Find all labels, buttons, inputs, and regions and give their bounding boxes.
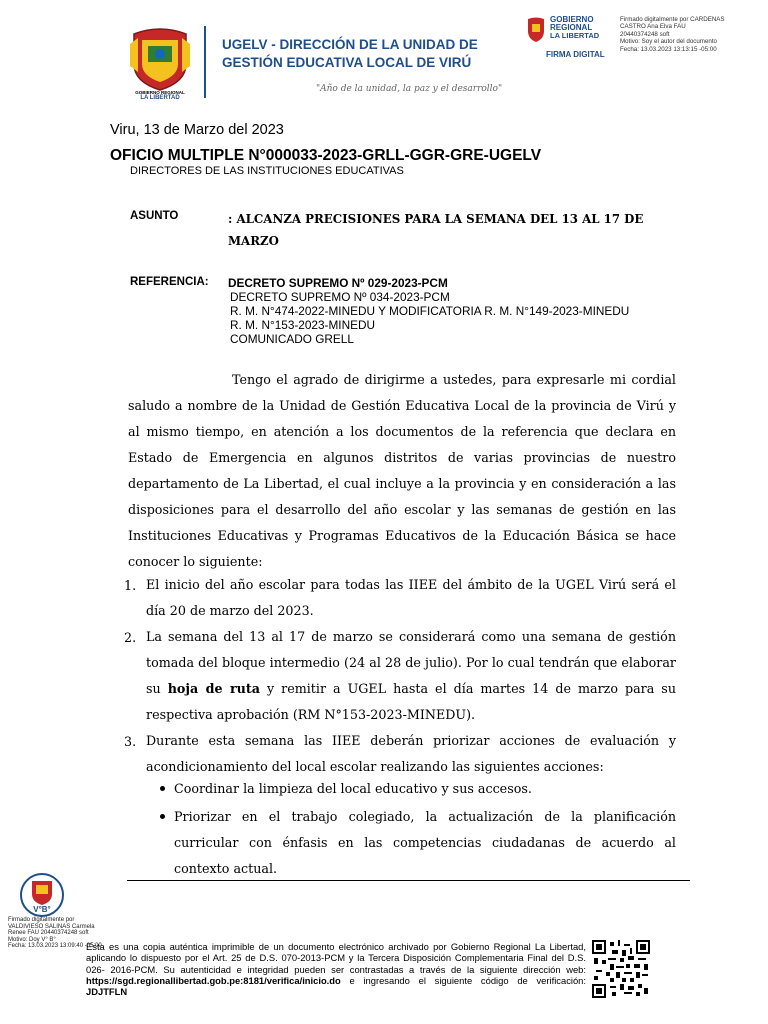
item-number: 2. — [124, 630, 137, 645]
recipients: DIRECTORES DE LAS INSTITUCIONES EDUCATIVAS — [130, 165, 404, 177]
item-text: El inicio del año escolar para todas las IIEE del ámbito de la UGEL Virú será el día 20 de marzo del 2023. — [146, 577, 676, 618]
item-number: 1. — [124, 578, 137, 593]
bullet-icon — [160, 786, 165, 791]
signature-line: CASTRO Ana Elva FAU — [620, 23, 686, 31]
item-text-part: La semana del 13 al 17 de marzo se considerará como una semana de gestión tomada del bloque intermedio (24 al 28 de julio). Por lo cual tendrán que elaborar su — [146, 629, 676, 696]
asunto-label: ASUNTO — [130, 210, 179, 222]
reference-item: DECRETO SUPREMO Nº 029-2023-PCM — [228, 276, 448, 290]
authenticity-notice — [86, 941, 586, 997]
intro-paragraph: Tengo el agrado de dirigirme a ustedes, para expresarle mi cordial saludo a nombre de la Unidad de Gestión Educativa Local de la provincia de Virú y al mismo tiempo, en atención a los documentos de la referencia que declara en Estado de Emergencia en algunos distritos de varias provincias de nuestro departamento de La Libertad, el cual incluye a la provincia y en consideración a las disposiciones para el desarrollo del año escolar y las semanas de gestión en las Instituciones Educativas y Programas Educativos de la Educación Básica se hace conocer lo siguiente: — [128, 372, 676, 569]
bullet-text: Priorizar en el trabajo colegiado, la actualización de la planificación curricular con énfasis en las competencias ciudadanas de acuerdo al contexto actual. — [174, 809, 676, 876]
digital-signature-badge — [524, 14, 614, 66]
verification-code: JDJTFLN — [86, 986, 128, 998]
item-number: 3. — [124, 734, 137, 749]
document-date: Viru, 13 de Marzo del 2023 — [110, 122, 284, 138]
referencia-label: REFERENCIA: — [130, 276, 209, 288]
signature-line: Motivo: Soy el autor del documento — [620, 38, 717, 46]
signer-line: Motivo: Doy V° B° — [8, 936, 56, 943]
year-motto: "Año de la unidad, la paz y el desarrollo" — [316, 84, 503, 94]
footer-divider — [127, 880, 690, 881]
reference-item: R. M. N°153-2023-MINEDU — [230, 318, 376, 332]
signer-line: VALDIVIESO SALINAS Carmela — [8, 923, 95, 930]
firma-brand-line-2: REGIONAL — [550, 23, 593, 32]
bullet-icon — [160, 814, 165, 819]
signature-line: Firmado digitalmente por CARDENAS — [620, 16, 725, 23]
signer-line: Fecha: 13.03.2023 13:09:40 -05:00 — [8, 943, 102, 950]
notice-text: Esta es una copia auténtica imprimible de un documento electrónico archivado por Gobierno Regional La Libertad, aplicando lo dispuesto por el Art. 25 de D.S. 070-2013-PCM y la Tercera Disposición Complementaria Final del D.S. 026- 2016-PCM. Su autenticidad e integridad pueden ser contrastadas a través de la siguiente dirección web: — [86, 941, 586, 975]
firma-digital-label: FIRMA DIGITAL — [546, 50, 605, 59]
reference-item: COMUNICADO GRELL — [230, 332, 354, 346]
bullet-text: Coordinar la limpieza del local educativo y sus accesos. — [174, 781, 532, 796]
vobo-label: V°B° — [33, 905, 51, 914]
asunto-text: : ALCANZA PRECISIONES PARA LA SEMANA DEL 13 AL 17 DE MARZO — [228, 212, 644, 248]
oficio-number: OFICIO MULTIPLE N°000033-2023-GRLL-GGR-GRE-UGELV — [110, 147, 542, 164]
signature-line: 20440374248 soft — [620, 30, 670, 38]
crest-caption-bottom: LA LIBERTAD — [140, 95, 180, 101]
signer-line: Firmado digitalmente por — [8, 917, 75, 923]
qr-code-icon — [592, 940, 650, 998]
item-text-part: y remitir a UGEL hasta el día martes 14 de marzo para su respectiva aprobación (RM N°153-2023-MINEDU). — [146, 681, 676, 722]
signer-line: Renee FAU 20440374248 soft — [8, 930, 89, 937]
notice-text: e ingresando el siguiente código de verificación: — [340, 974, 586, 986]
header-divider — [204, 26, 206, 98]
title-line-2: GESTIÓN EDUCATIVA LOCAL DE VIRÚ — [222, 55, 472, 70]
reference-item: DECRETO SUPREMO Nº 034-2023-PCM — [230, 290, 450, 304]
vobo-seal — [14, 872, 70, 918]
reference-item: R. M. N°474-2022-MINEDU Y MODIFICATORIA R. M. N°149-2023-MINEDU — [230, 304, 630, 318]
item-text — [146, 624, 676, 728]
firma-brand-line-1: GOBIERNO — [550, 15, 594, 24]
signature-line: Fecha: 13.03.2023 13:13:15 -05:00 — [620, 45, 717, 53]
item-text: Durante esta semana las IIEE deberán priorizar acciones de evaluación y acondicionamiento del local escolar realizando las siguientes acciones: — [146, 733, 676, 774]
regional-crest — [128, 24, 192, 102]
ugel-title — [222, 36, 478, 72]
crest-caption-top: GOBIERNO REGIONAL — [135, 90, 185, 95]
title-line-1: UGELV - DIRECCIÓN DE LA UNIDAD DE — [222, 37, 478, 52]
verification-url[interactable]: https://sgd.regionallibertad.gob.pe:8181/verifica/inicio.do — [86, 974, 341, 986]
author-signature-info — [620, 16, 760, 53]
hoja-de-ruta-emphasis: hoja de ruta — [167, 681, 260, 696]
regional-shield-icon — [526, 16, 546, 44]
firma-brand-line-3: LA LIBERTAD — [550, 31, 600, 40]
